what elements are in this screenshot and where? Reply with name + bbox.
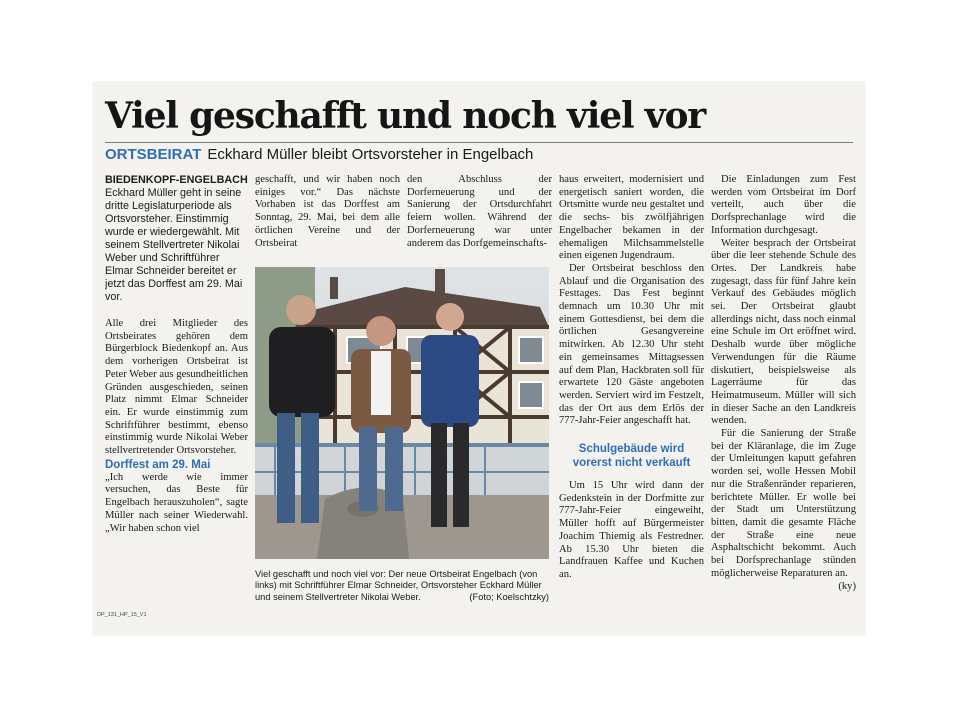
kicker-line [105,146,533,163]
lead-paragraph [105,174,248,304]
footer-code: DP_131_HP_15_V1 [97,612,147,618]
column-1 [105,174,248,624]
body-paragraph: Weiter besprach der Ortsbeirat über die leer stehende Schule des Ortes. Der Landkreis habe zugesagt, dass für fünf Jahre kein Verkauf des Gebäudes möglich sei. Der Ortsbeirat glaubt allerdings nicht, dass noch einmal eine Schule im Ort eröffnet wird. Deshalb wurde über mögliche Verwendungen für die Räume diskutiert, beispielsweise als Lagerräume für das Heimatmuseum. Müller will sich in dieser Sache an den Landkreis wenden. [711,237,856,427]
column-3 [407,174,552,252]
group-photo [255,267,549,559]
body-paragraph: Alle drei Mitglieder des Ortsbeirates gehören dem Bürgerblock Biedenkopf an. Aus dem vorherigen Ortsbeirat ist Peter Weber aus gesundheitlichen Gründen ausgeschieden, seinen Platz nimmt Elmar Schneider ein. Er wurde einstimmig zum Schriftführer bestimmt, ebenso einstimmig wurde Nikolai Weber stellvertretender Ortsvorsteher. [105,318,248,457]
subhead-dorffest: Dorffest am 29. Mai [105,458,211,471]
newspaper-clipping [93,82,865,635]
body-paragraph: Die Einladungen zum Fest werden vom Ortsbeirat im Dorf verteilt, auch über die Dorfsprechanlage wird die Information durchgesagt. [711,174,856,236]
body-paragraph: den Abschluss der Dorferneuerung und der Sanierung der Ortsdurchfahrt feiern wollen. Während der Dorferneuerung war unter anderem das Dorfgemeinschafts- [407,174,552,249]
kicker-label: ORTSBEIRAT [105,146,202,163]
body-paragraph: haus erweitert, modernisiert und energetisch saniert worden, die Ortsmitte wurde neu gestaltet und die sechs- bis zwölfjährigen Engelbacher bekamen in der ehemaligen Milchsammelstelle einen eigenen Jugendraum. [559,174,704,262]
body-paragraph [711,428,856,592]
headline: Viel geschafft und noch viel vor [105,95,706,137]
column-4 [559,174,704,624]
photo-caption [255,569,549,603]
author-tag: (ky) [838,580,856,592]
caption-text: Viel geschafft und noch viel vor: Der neue Ortsbeirat Engelbach (von links) mit Schriftführer Elmar Schneider, Ortsvorsteher Eckhard Müller und seinem Stellvertreter Nikolai Weber. [255,569,542,602]
subhead-schulgebaeude: Schulgebäude wird vorerst nicht verkauft [572,443,691,470]
column-5 [711,174,856,624]
photo-credit: (Foto; Koelschtzky) [469,591,549,602]
body-paragraph: Der Ortsbeirat beschloss den Ablauf und die Organisation des Festtages. Das Fest beginnt demnach um 10.30 Uhr mit einem Gottesdienst, bei dem die örtlichen Gesangvereine mitwirken. Ab 12.30 Uhr steht ein gemeinsames Mittagsessen auf dem Plan, Hackbraten soll für erwartete 120 Gäste angeboten werden. Serviert wird im Festzelt, das der Ort aus dem Erlös der 777-Jahr-Feier angeschafft hat. [559,262,704,427]
body-paragraph: geschafft, und wir haben noch einiges vor.“ Das nächste Vorhaben ist das Dorffest am Sonntag, 29. Mai, bei dem alle örtlichen Vereine und der Ortsbeirat [255,174,400,249]
column-2 [255,174,400,252]
body-text: Für die Sanierung der Straße bei der Kläranlage, die im Zuge der Umleitungen kaputt gefahren worden sei, wolle Hessen Mobil nur die Straßenränder reparieren, berichtete Müller. Er wolle bei der Stadt um Unterstützung bitten, damit die gesamte Fläche der Straße eine neue Asphaltschicht bekommt. Auch bei Dorfsprechanlage stünden möglicherweise Reparaturen an. [711,428,856,579]
body-paragraph: Um 15 Uhr wird dann der Gedenkstein in der Dorfmitte zur 777-Jahr-Feier eingeweiht, Müller hofft auf Bürgermeister Joachim Thiemig als Festredner. Ab 15.30 Uhr bieten die Landfrauen Kaffee und Kuchen an. [559,480,704,580]
group-photo-illustration [255,267,549,559]
lead-text: Eckhard Müller geht in seine dritte Legislaturperiode als Ortsvorsteher. Einstimmig wurde er wiedergewählt. Mit seinem Stellvertreter Nikolai Weber und Schriftführer Elmar Schneider bereitet er jetzt das Dorffest am 29. Mai vor. [105,187,243,303]
subtitle: Eckhard Müller bleibt Ortsvorsteher in Engelbach [207,146,534,163]
body-paragraph: „Ich werde wie immer versuchen, das Beste für Engelbach herauszuholen“, sagte Müller nach seiner Wiederwahl. „Wir haben schon viel [105,471,248,534]
dateline: BIEDENKOPF-ENGELBACH [105,174,248,186]
headline-rule [105,142,853,143]
